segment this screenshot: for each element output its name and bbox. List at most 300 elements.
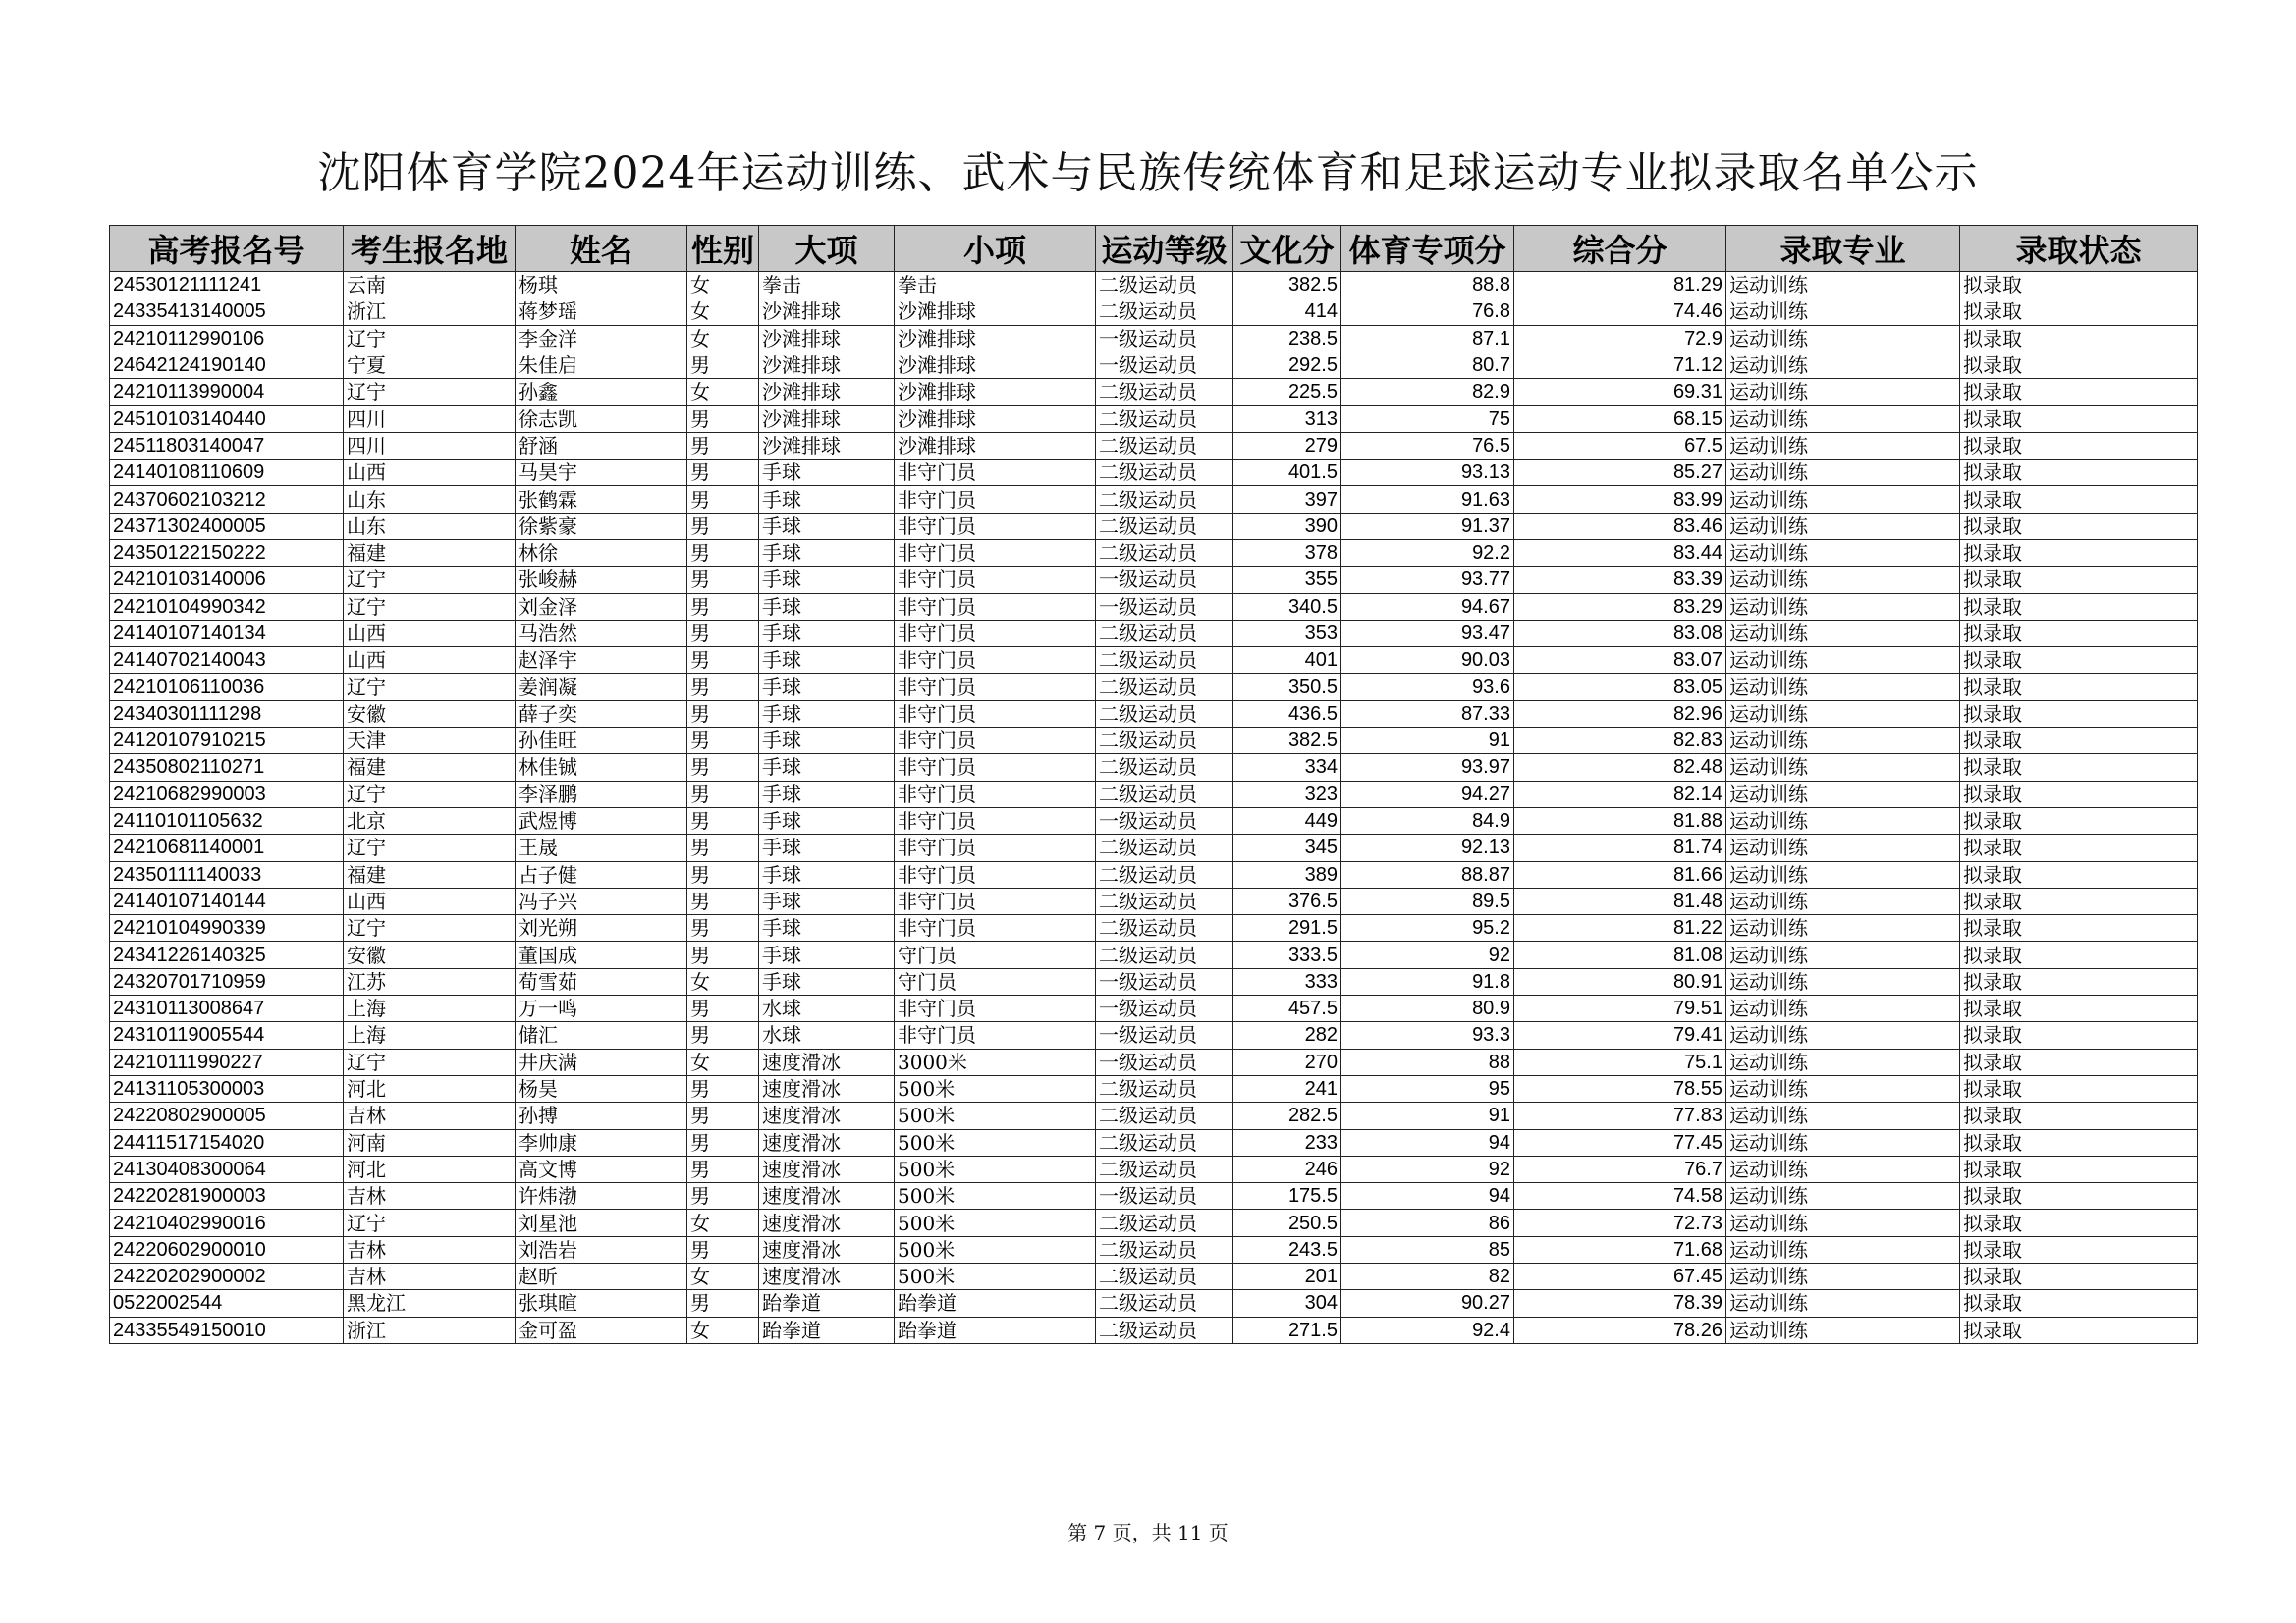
- cell-event: 500米: [895, 1210, 1096, 1236]
- cell-major: 运动训练: [1726, 647, 1960, 674]
- cell-level: 二级运动员: [1096, 861, 1233, 888]
- cell-gender: 女: [687, 1263, 759, 1289]
- cell-sport: 速度滑冰: [759, 1183, 895, 1210]
- cell-culture-score: 291.5: [1233, 915, 1341, 942]
- cell-sport: 手球: [759, 460, 895, 486]
- cell-major: 运动训练: [1726, 593, 1960, 620]
- cell-sport: 手球: [759, 835, 895, 861]
- cell-culture-score: 376.5: [1233, 888, 1341, 914]
- cell-exam-id: 24210104990342: [110, 593, 344, 620]
- table-row: [110, 915, 2198, 942]
- cell-event: 非守门员: [895, 861, 1096, 888]
- cell-region: 四川: [344, 406, 516, 432]
- table-body: [110, 272, 2198, 1344]
- cell-total-score: 77.83: [1514, 1103, 1726, 1129]
- cell-event: 500米: [895, 1236, 1096, 1263]
- cell-gender: 男: [687, 700, 759, 727]
- cell-event: 守门员: [895, 968, 1096, 995]
- cell-exam-id: 24140108110609: [110, 460, 344, 486]
- cell-region: 山东: [344, 513, 516, 539]
- cell-sport: 速度滑冰: [759, 1049, 895, 1075]
- cell-gender: 女: [687, 379, 759, 406]
- cell-level: 二级运动员: [1096, 272, 1233, 298]
- cell-name: 金可盈: [516, 1317, 687, 1343]
- cell-major: 运动训练: [1726, 325, 1960, 352]
- cell-exam-id: 24310113008647: [110, 996, 344, 1022]
- cell-level: 二级运动员: [1096, 406, 1233, 432]
- cell-sport-score: 92.13: [1341, 835, 1514, 861]
- page-footer: 第 7 页，共 11 页: [1067, 1521, 1229, 1544]
- cell-status: 拟录取: [1960, 513, 2198, 539]
- table-row: [110, 567, 2198, 593]
- cell-sport-score: 75: [1341, 406, 1514, 432]
- cell-total-score: 83.44: [1514, 539, 1726, 566]
- cell-sport: 沙滩排球: [759, 432, 895, 459]
- cell-culture-score: 282: [1233, 1022, 1341, 1049]
- cell-event: 拳击: [895, 272, 1096, 298]
- table-row: [110, 1049, 2198, 1075]
- cell-sport: 沙滩排球: [759, 379, 895, 406]
- column-header-status: 录取状态: [1960, 226, 2198, 272]
- cell-region: 黑龙江: [344, 1290, 516, 1317]
- cell-status: 拟录取: [1960, 1317, 2198, 1343]
- cell-major: 运动训练: [1726, 298, 1960, 325]
- cell-exam-id: 24350122150222: [110, 539, 344, 566]
- cell-major: 运动训练: [1726, 460, 1960, 486]
- cell-name: 林徐: [516, 539, 687, 566]
- cell-exam-id: 24210112990106: [110, 325, 344, 352]
- table-row: [110, 807, 2198, 834]
- cell-level: 二级运动员: [1096, 1290, 1233, 1317]
- cell-gender: 男: [687, 1236, 759, 1263]
- cell-exam-id: 24210103140006: [110, 567, 344, 593]
- cell-level: 二级运动员: [1096, 781, 1233, 807]
- table-row: [110, 1236, 2198, 1263]
- cell-status: 拟录取: [1960, 1129, 2198, 1156]
- cell-exam-id: 24340301111298: [110, 700, 344, 727]
- cell-sport: 手球: [759, 620, 895, 646]
- cell-total-score: 79.51: [1514, 996, 1726, 1022]
- table-row: [110, 325, 2198, 352]
- cell-major: 运动训练: [1726, 432, 1960, 459]
- column-header-gender: 性别: [687, 226, 759, 272]
- cell-sport-score: 92: [1341, 942, 1514, 968]
- cell-region: 辽宁: [344, 915, 516, 942]
- cell-gender: 男: [687, 1129, 759, 1156]
- cell-exam-id: 24210104990339: [110, 915, 344, 942]
- cell-gender: 男: [687, 1156, 759, 1182]
- cell-sport-score: 92.2: [1341, 539, 1514, 566]
- cell-status: 拟录取: [1960, 781, 2198, 807]
- cell-culture-score: 282.5: [1233, 1103, 1341, 1129]
- cell-status: 拟录取: [1960, 728, 2198, 754]
- cell-level: 一级运动员: [1096, 1022, 1233, 1049]
- cell-exam-id: 24335413140005: [110, 298, 344, 325]
- cell-name: 井庆满: [516, 1049, 687, 1075]
- cell-sport: 手球: [759, 593, 895, 620]
- cell-culture-score: 238.5: [1233, 325, 1341, 352]
- cell-level: 一级运动员: [1096, 325, 1233, 352]
- table-row: [110, 620, 2198, 646]
- cell-total-score: 69.31: [1514, 379, 1726, 406]
- cell-event: 3000米: [895, 1049, 1096, 1075]
- cell-status: 拟录取: [1960, 835, 2198, 861]
- cell-exam-id: 24210681140001: [110, 835, 344, 861]
- cell-gender: 男: [687, 674, 759, 700]
- cell-event: 守门员: [895, 942, 1096, 968]
- cell-level: 二级运动员: [1096, 1129, 1233, 1156]
- cell-event: 非守门员: [895, 754, 1096, 781]
- cell-level: 二级运动员: [1096, 1156, 1233, 1182]
- cell-total-score: 81.88: [1514, 807, 1726, 834]
- cell-status: 拟录取: [1960, 1156, 2198, 1182]
- cell-major: 运动训练: [1726, 942, 1960, 968]
- cell-culture-score: 292.5: [1233, 352, 1341, 378]
- cell-event: 沙滩排球: [895, 432, 1096, 459]
- cell-sport-score: 91.63: [1341, 486, 1514, 513]
- cell-exam-id: 24335549150010: [110, 1317, 344, 1343]
- cell-total-score: 82.14: [1514, 781, 1726, 807]
- cell-name: 徐志凯: [516, 406, 687, 432]
- cell-status: 拟录取: [1960, 620, 2198, 646]
- cell-total-score: 71.12: [1514, 352, 1726, 378]
- cell-sport: 水球: [759, 1022, 895, 1049]
- column-header-sport-score: 体育专项分: [1341, 226, 1514, 272]
- cell-sport-score: 91: [1341, 1103, 1514, 1129]
- cell-exam-id: 24220281900003: [110, 1183, 344, 1210]
- cell-major: 运动训练: [1726, 1022, 1960, 1049]
- cell-sport: 手球: [759, 807, 895, 834]
- cell-region: 辽宁: [344, 1210, 516, 1236]
- cell-total-score: 72.73: [1514, 1210, 1726, 1236]
- cell-status: 拟录取: [1960, 298, 2198, 325]
- cell-level: 一级运动员: [1096, 593, 1233, 620]
- cell-total-score: 77.45: [1514, 1129, 1726, 1156]
- cell-event: 非守门员: [895, 700, 1096, 727]
- cell-level: 二级运动员: [1096, 915, 1233, 942]
- cell-region: 福建: [344, 861, 516, 888]
- cell-major: 运动训练: [1726, 567, 1960, 593]
- cell-event: 非守门员: [895, 888, 1096, 914]
- table-header-row: [110, 226, 2198, 272]
- cell-sport-score: 87.1: [1341, 325, 1514, 352]
- cell-region: 辽宁: [344, 781, 516, 807]
- cell-exam-id: 24210682990003: [110, 781, 344, 807]
- cell-region: 浙江: [344, 298, 516, 325]
- table-row: [110, 272, 2198, 298]
- cell-level: 一级运动员: [1096, 968, 1233, 995]
- cell-major: 运动训练: [1726, 754, 1960, 781]
- cell-name: 舒涵: [516, 432, 687, 459]
- cell-culture-score: 225.5: [1233, 379, 1341, 406]
- cell-major: 运动训练: [1726, 968, 1960, 995]
- cell-region: 河北: [344, 1075, 516, 1102]
- cell-name: 马昊宇: [516, 460, 687, 486]
- cell-gender: 男: [687, 781, 759, 807]
- cell-sport-score: 85: [1341, 1236, 1514, 1263]
- cell-name: 赵昕: [516, 1263, 687, 1289]
- table-row: [110, 1022, 2198, 1049]
- cell-status: 拟录取: [1960, 272, 2198, 298]
- cell-total-score: 81.29: [1514, 272, 1726, 298]
- cell-gender: 女: [687, 1317, 759, 1343]
- cell-sport-score: 93.6: [1341, 674, 1514, 700]
- cell-sport: 手球: [759, 486, 895, 513]
- cell-sport-score: 88: [1341, 1049, 1514, 1075]
- cell-sport: 拳击: [759, 272, 895, 298]
- cell-status: 拟录取: [1960, 567, 2198, 593]
- cell-total-score: 74.46: [1514, 298, 1726, 325]
- cell-event: 非守门员: [895, 674, 1096, 700]
- cell-level: 二级运动员: [1096, 460, 1233, 486]
- cell-sport-score: 94.27: [1341, 781, 1514, 807]
- cell-gender: 男: [687, 807, 759, 834]
- cell-sport-score: 94: [1341, 1183, 1514, 1210]
- cell-sport-score: 88.87: [1341, 861, 1514, 888]
- cell-event: 500米: [895, 1263, 1096, 1289]
- cell-major: 运动训练: [1726, 1183, 1960, 1210]
- cell-sport-score: 90.27: [1341, 1290, 1514, 1317]
- cell-region: 北京: [344, 807, 516, 834]
- cell-event: 非守门员: [895, 915, 1096, 942]
- cell-major: 运动训练: [1726, 352, 1960, 378]
- cell-major: 运动训练: [1726, 1129, 1960, 1156]
- cell-region: 安徽: [344, 700, 516, 727]
- table-row: [110, 406, 2198, 432]
- cell-culture-score: 279: [1233, 432, 1341, 459]
- table-row: [110, 728, 2198, 754]
- cell-gender: 女: [687, 1049, 759, 1075]
- cell-total-score: 75.1: [1514, 1049, 1726, 1075]
- cell-level: 二级运动员: [1096, 298, 1233, 325]
- cell-name: 万一鸣: [516, 996, 687, 1022]
- cell-level: 二级运动员: [1096, 513, 1233, 539]
- cell-sport-score: 92.4: [1341, 1317, 1514, 1343]
- cell-event: 500米: [895, 1103, 1096, 1129]
- cell-total-score: 81.22: [1514, 915, 1726, 942]
- cell-total-score: 76.7: [1514, 1156, 1726, 1182]
- cell-exam-id: 24370602103212: [110, 486, 344, 513]
- cell-region: 辽宁: [344, 1049, 516, 1075]
- cell-region: 吉林: [344, 1103, 516, 1129]
- cell-total-score: 85.27: [1514, 460, 1726, 486]
- table-row: [110, 754, 2198, 781]
- cell-region: 吉林: [344, 1183, 516, 1210]
- cell-name: 赵泽宇: [516, 647, 687, 674]
- cell-exam-id: 24350111140033: [110, 861, 344, 888]
- cell-level: 二级运动员: [1096, 620, 1233, 646]
- cell-sport: 速度滑冰: [759, 1129, 895, 1156]
- cell-total-score: 83.07: [1514, 647, 1726, 674]
- cell-level: 二级运动员: [1096, 700, 1233, 727]
- cell-sport-score: 91.37: [1341, 513, 1514, 539]
- column-header-major: 录取专业: [1726, 226, 1960, 272]
- cell-sport-score: 93.47: [1341, 620, 1514, 646]
- cell-culture-score: 436.5: [1233, 700, 1341, 727]
- cell-name: 朱佳启: [516, 352, 687, 378]
- cell-total-score: 78.26: [1514, 1317, 1726, 1343]
- cell-culture-score: 270: [1233, 1049, 1341, 1075]
- cell-total-score: 82.48: [1514, 754, 1726, 781]
- cell-gender: 男: [687, 888, 759, 914]
- cell-exam-id: 24411517154020: [110, 1129, 344, 1156]
- cell-major: 运动训练: [1726, 674, 1960, 700]
- cell-region: 四川: [344, 432, 516, 459]
- cell-event: 500米: [895, 1075, 1096, 1102]
- cell-gender: 男: [687, 486, 759, 513]
- cell-region: 安徽: [344, 942, 516, 968]
- cell-region: 山西: [344, 647, 516, 674]
- cell-total-score: 81.74: [1514, 835, 1726, 861]
- cell-sport-score: 94.67: [1341, 593, 1514, 620]
- cell-exam-id: 24220202900002: [110, 1263, 344, 1289]
- cell-sport: 速度滑冰: [759, 1075, 895, 1102]
- cell-level: 二级运动员: [1096, 835, 1233, 861]
- cell-culture-score: 304: [1233, 1290, 1341, 1317]
- cell-culture-score: 334: [1233, 754, 1341, 781]
- cell-name: 王晟: [516, 835, 687, 861]
- cell-major: 运动训练: [1726, 861, 1960, 888]
- cell-exam-id: 24210106110036: [110, 674, 344, 700]
- cell-culture-score: 241: [1233, 1075, 1341, 1102]
- cell-gender: 男: [687, 1183, 759, 1210]
- cell-major: 运动训练: [1726, 781, 1960, 807]
- cell-name: 孙鑫: [516, 379, 687, 406]
- cell-name: 刘浩岩: [516, 1236, 687, 1263]
- cell-gender: 男: [687, 352, 759, 378]
- cell-major: 运动训练: [1726, 539, 1960, 566]
- table-row: [110, 861, 2198, 888]
- cell-exam-id: 24140107140134: [110, 620, 344, 646]
- cell-region: 吉林: [344, 1263, 516, 1289]
- cell-region: 辽宁: [344, 593, 516, 620]
- cell-gender: 女: [687, 272, 759, 298]
- table-row: [110, 352, 2198, 378]
- cell-gender: 男: [687, 1290, 759, 1317]
- cell-event: 非守门员: [895, 728, 1096, 754]
- cell-region: 河南: [344, 1129, 516, 1156]
- column-header-level: 运动等级: [1096, 226, 1233, 272]
- table-row: [110, 298, 2198, 325]
- cell-name: 占子健: [516, 861, 687, 888]
- cell-culture-score: 333: [1233, 968, 1341, 995]
- cell-status: 拟录取: [1960, 1183, 2198, 1210]
- cell-level: 一级运动员: [1096, 807, 1233, 834]
- cell-total-score: 82.83: [1514, 728, 1726, 754]
- cell-exam-id: 24110101105632: [110, 807, 344, 834]
- cell-exam-id: 24511803140047: [110, 432, 344, 459]
- cell-sport-score: 89.5: [1341, 888, 1514, 914]
- cell-event: 500米: [895, 1129, 1096, 1156]
- cell-region: 山西: [344, 888, 516, 914]
- cell-gender: 女: [687, 298, 759, 325]
- cell-sport-score: 93.13: [1341, 460, 1514, 486]
- cell-exam-id: 24140107140144: [110, 888, 344, 914]
- table-row: [110, 700, 2198, 727]
- cell-total-score: 81.66: [1514, 861, 1726, 888]
- cell-gender: 男: [687, 406, 759, 432]
- cell-sport: 手球: [759, 754, 895, 781]
- cell-major: 运动训练: [1726, 1049, 1960, 1075]
- table-row: [110, 647, 2198, 674]
- cell-status: 拟录取: [1960, 539, 2198, 566]
- cell-level: 二级运动员: [1096, 539, 1233, 566]
- cell-level: 二级运动员: [1096, 1075, 1233, 1102]
- cell-status: 拟录取: [1960, 1236, 2198, 1263]
- cell-total-score: 68.15: [1514, 406, 1726, 432]
- cell-sport-score: 76.8: [1341, 298, 1514, 325]
- cell-level: 二级运动员: [1096, 379, 1233, 406]
- cell-event: 非守门员: [895, 460, 1096, 486]
- cell-culture-score: 271.5: [1233, 1317, 1341, 1343]
- cell-sport-score: 91.8: [1341, 968, 1514, 995]
- cell-level: 二级运动员: [1096, 1317, 1233, 1343]
- cell-major: 运动训练: [1726, 513, 1960, 539]
- cell-name: 张峻赫: [516, 567, 687, 593]
- column-header-name: 姓名: [516, 226, 687, 272]
- cell-status: 拟录取: [1960, 406, 2198, 432]
- cell-event: 非守门员: [895, 486, 1096, 513]
- cell-culture-score: 397: [1233, 486, 1341, 513]
- table-row: [110, 781, 2198, 807]
- cell-name: 武煜博: [516, 807, 687, 834]
- cell-region: 辽宁: [344, 674, 516, 700]
- cell-culture-score: 175.5: [1233, 1183, 1341, 1210]
- cell-status: 拟录取: [1960, 807, 2198, 834]
- cell-sport-score: 90.03: [1341, 647, 1514, 674]
- table-row: [110, 942, 2198, 968]
- cell-culture-score: 201: [1233, 1263, 1341, 1289]
- cell-region: 辽宁: [344, 567, 516, 593]
- table-row: [110, 432, 2198, 459]
- cell-region: 辽宁: [344, 325, 516, 352]
- cell-sport-score: 91: [1341, 728, 1514, 754]
- table-row: [110, 1263, 2198, 1289]
- cell-culture-score: 378: [1233, 539, 1341, 566]
- cell-exam-id: 24210113990004: [110, 379, 344, 406]
- cell-major: 运动训练: [1726, 700, 1960, 727]
- cell-gender: 女: [687, 325, 759, 352]
- cell-gender: 男: [687, 593, 759, 620]
- cell-name: 高文博: [516, 1156, 687, 1182]
- cell-name: 孙搏: [516, 1103, 687, 1129]
- cell-sport: 速度滑冰: [759, 1263, 895, 1289]
- cell-name: 杨昊: [516, 1075, 687, 1102]
- cell-region: 辽宁: [344, 835, 516, 861]
- cell-status: 拟录取: [1960, 1263, 2198, 1289]
- cell-region: 辽宁: [344, 379, 516, 406]
- cell-level: 一级运动员: [1096, 1183, 1233, 1210]
- cell-level: 二级运动员: [1096, 1236, 1233, 1263]
- cell-major: 运动训练: [1726, 1236, 1960, 1263]
- cell-total-score: 83.99: [1514, 486, 1726, 513]
- cell-gender: 男: [687, 942, 759, 968]
- cell-major: 运动训练: [1726, 996, 1960, 1022]
- cell-event: 沙滩排球: [895, 298, 1096, 325]
- cell-culture-score: 350.5: [1233, 674, 1341, 700]
- cell-status: 拟录取: [1960, 996, 2198, 1022]
- cell-culture-score: 313: [1233, 406, 1341, 432]
- table-row: [110, 1129, 2198, 1156]
- cell-gender: 男: [687, 1022, 759, 1049]
- cell-total-score: 79.41: [1514, 1022, 1726, 1049]
- cell-sport: 跆拳道: [759, 1290, 895, 1317]
- cell-level: 二级运动员: [1096, 1210, 1233, 1236]
- cell-culture-score: 246: [1233, 1156, 1341, 1182]
- cell-sport: 速度滑冰: [759, 1156, 895, 1182]
- column-header-total-score: 综合分: [1514, 226, 1726, 272]
- cell-culture-score: 390: [1233, 513, 1341, 539]
